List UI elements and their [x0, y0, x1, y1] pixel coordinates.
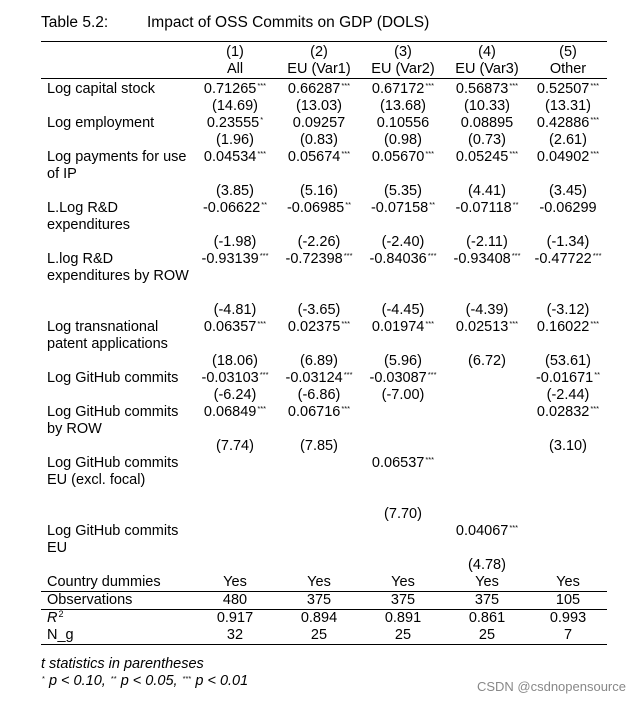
top-rule — [41, 41, 607, 42]
coefficient-cell: 0.42886*** — [536, 115, 600, 131]
significance-stars: *** — [341, 149, 351, 158]
significance-stars: *** — [425, 455, 435, 464]
summary-cell: 25 — [445, 627, 529, 645]
summary-cell: 0.891 — [384, 610, 422, 626]
row-label-blank — [41, 387, 193, 404]
summary-cell: Yes — [529, 574, 607, 592]
tstat-cell: (-2.11) — [466, 234, 508, 250]
tstat-cell: (-6.86) — [297, 387, 341, 403]
significance-stars: *** — [341, 319, 351, 328]
coefficient-cell: 0.01974*** — [371, 319, 435, 335]
tstat-cell: (-7.00) — [381, 387, 425, 403]
coefficient-cell: -0.84036*** — [369, 251, 437, 267]
summary-cell: 480 — [193, 592, 277, 610]
coefficient-row — [41, 149, 607, 183]
significance-stars: *** — [257, 149, 267, 158]
column-name: EU (Var3) — [455, 61, 519, 77]
coefficient-cell — [445, 455, 529, 506]
summary-cell: 7 — [529, 627, 607, 645]
row-label-blank — [41, 506, 193, 523]
significance-stars: *** — [425, 81, 435, 90]
coefficient-cell — [277, 523, 361, 557]
significance-note — [41, 673, 248, 690]
tstat-cell: (6.89) — [300, 353, 338, 369]
significance-stars: *** — [425, 149, 435, 158]
tstat-cell: (7.74) — [216, 438, 254, 454]
significance-stars: ** — [512, 200, 519, 209]
significance-stars: *** — [343, 251, 353, 260]
tstat-cell — [193, 506, 277, 523]
row-label: Log transnational patent applications — [47, 319, 168, 352]
note-stars: *** — [182, 674, 192, 683]
tstat-cell: (10.33) — [464, 98, 510, 114]
coefficient-cell: 0.02513*** — [455, 319, 519, 335]
table-header — [41, 44, 607, 79]
summary-row — [41, 627, 607, 645]
tstat-row — [41, 183, 607, 200]
tstat-row — [41, 438, 607, 455]
coefficient-cell: -0.03103*** — [201, 370, 269, 386]
header-names-row — [41, 61, 607, 79]
significance-stars: *** — [590, 115, 600, 124]
summary-cell: 32 — [193, 627, 277, 645]
summary-cell: 0.894 — [300, 610, 338, 626]
tstat-cell: (-3.65) — [297, 302, 341, 318]
coefficient-cell: -0.93139*** — [201, 251, 269, 267]
coefficient-cell: -0.07118** — [455, 200, 519, 216]
tstat-cell: (53.61) — [545, 353, 591, 369]
coefficient-row — [41, 251, 607, 302]
summary-row — [41, 592, 607, 610]
tstat-cell: (-1.98) — [213, 234, 257, 250]
note-text — [121, 673, 178, 689]
coefficient-row — [41, 200, 607, 234]
coefficient-cell — [193, 523, 277, 557]
significance-stars: *** — [257, 404, 267, 413]
tstat-cell: (-4.45) — [381, 302, 425, 318]
row-label: Log employment — [47, 115, 155, 131]
coefficient-row — [41, 523, 607, 557]
table-number: Table 5.2: — [41, 14, 109, 31]
significance-stars: *** — [511, 251, 521, 260]
coefficient-cell: 0.04534*** — [203, 149, 267, 165]
significance-stars: ** — [594, 370, 601, 379]
coefficient-cell: 0.04067*** — [455, 523, 519, 539]
coefficient-row — [41, 455, 607, 506]
regression-table — [41, 44, 607, 645]
significance-stars: *** — [259, 251, 269, 260]
column-number: (2) — [310, 44, 328, 60]
coefficient-row — [41, 115, 607, 132]
tstat-cell — [529, 506, 607, 523]
row-label-blank — [41, 234, 193, 251]
tstat-cell: (13.03) — [296, 98, 342, 114]
column-name: EU (Var2) — [371, 61, 435, 77]
significance-stars: *** — [592, 251, 602, 260]
column-name: EU (Var1) — [287, 61, 351, 77]
coefficient-cell: 0.08895 — [460, 115, 514, 131]
tstat-cell — [445, 387, 529, 404]
summary-cell: 375 — [277, 592, 361, 610]
significance-stars: *** — [509, 149, 519, 158]
column-number: (1) — [226, 44, 244, 60]
coefficient-row — [41, 404, 607, 438]
summary-label-text: N_g — [47, 627, 74, 643]
coefficient-row — [41, 319, 607, 353]
tstat-cell — [277, 506, 361, 523]
coefficient-cell: 0.52507*** — [529, 79, 607, 99]
coefficient-cell: 0.02832*** — [536, 404, 600, 420]
summary-label-text: R — [47, 610, 58, 626]
significance-stars: *** — [590, 149, 600, 158]
significance-stars: ** — [429, 200, 436, 209]
tstat-cell: (-1.34) — [546, 234, 590, 250]
coefficient-cell — [361, 404, 445, 438]
coefficient-cell — [277, 455, 361, 506]
row-label-blank — [41, 353, 193, 370]
tstat-cell: (5.35) — [384, 183, 422, 199]
tstat-cell — [529, 557, 607, 574]
summary-label-text: Country dummies — [47, 574, 161, 590]
tstat-cell: (3.10) — [549, 438, 587, 454]
tstat-cell: (0.73) — [468, 132, 506, 148]
tstat-cell: (13.68) — [380, 98, 426, 114]
tstat-cell: (-6.24) — [213, 387, 257, 403]
header-numbers-row — [41, 44, 607, 61]
summary-cell: 0.861 — [468, 610, 506, 626]
significance-stars: *** — [341, 81, 351, 90]
tstat-cell: (14.69) — [212, 98, 258, 114]
summary-cell: 375 — [445, 592, 529, 610]
significance-stars: *** — [590, 319, 600, 328]
coefficient-cell: -0.06299 — [539, 200, 597, 216]
column-name: Other — [549, 61, 587, 77]
column-number: (3) — [394, 44, 412, 60]
coefficient-cell — [445, 370, 529, 387]
summary-cell: Yes — [445, 574, 529, 592]
tstat-cell: (7.85) — [300, 438, 338, 454]
tstat-cell: (-4.81) — [213, 302, 257, 318]
coefficient-cell: 0.56873*** — [445, 79, 529, 99]
coefficient-cell — [193, 455, 277, 506]
row-label: Log payments for use of IP — [47, 149, 187, 182]
summary-cell: Yes — [361, 574, 445, 592]
tstat-cell — [193, 557, 277, 574]
summary-cell: 0.993 — [549, 610, 587, 626]
tstat-cell: (3.85) — [216, 183, 254, 199]
significance-stars: * — [260, 115, 264, 124]
summary-cell: Yes — [277, 574, 361, 592]
tstat-cell: (6.72) — [468, 353, 506, 369]
row-label-blank — [41, 183, 193, 200]
coefficient-cell: -0.07158** — [370, 200, 436, 216]
summary-cell: 375 — [361, 592, 445, 610]
watermark: CSDN @csdnopensource — [476, 679, 626, 694]
coefficient-cell: 0.71265*** — [193, 79, 277, 99]
row-label-blank — [41, 302, 193, 319]
row-label: Log GitHub commits EU — [47, 523, 179, 556]
coefficient-cell — [445, 404, 529, 438]
coefficient-cell: 0.05674*** — [287, 149, 351, 165]
coefficient-cell: -0.06985** — [286, 200, 352, 216]
coefficient-cell: -0.03087*** — [369, 370, 437, 386]
significance-stars: *** — [509, 523, 519, 532]
tstat-cell: (-2.40) — [381, 234, 425, 250]
summary-label-text: Observations — [47, 592, 133, 608]
summary-cell: 0.917 — [216, 610, 254, 626]
significance-stars: *** — [425, 319, 435, 328]
header-blank — [41, 44, 193, 61]
tstat-cell: (-4.39) — [465, 302, 509, 318]
column-number: (5) — [559, 44, 577, 60]
significance-stars: *** — [341, 404, 351, 413]
tstat-cell: (4.41) — [468, 183, 506, 199]
coefficient-cell: 0.67172*** — [361, 79, 445, 99]
summary-cell: 105 — [529, 592, 607, 610]
coefficient-cell — [529, 523, 607, 557]
summary-label — [41, 627, 193, 645]
tstat-row — [41, 557, 607, 574]
coefficient-cell: 0.09257 — [292, 115, 346, 131]
row-label-blank — [41, 438, 193, 455]
tstat-cell: (4.78) — [468, 557, 506, 573]
note-stars: * — [42, 674, 45, 683]
summary-row — [41, 610, 607, 628]
significance-stars: *** — [509, 81, 519, 90]
column-name: All — [226, 61, 244, 77]
summary-row — [41, 574, 607, 592]
coefficient-cell: 0.66287*** — [277, 79, 361, 99]
tstat-cell: (2.61) — [549, 132, 587, 148]
row-label: L.Log R&D expenditures — [47, 200, 131, 233]
note-text-value: p < 0.05, — [120, 673, 178, 689]
tstat-note: t statistics in parentheses — [41, 656, 204, 672]
coefficient-cell: 0.10556 — [376, 115, 430, 131]
header-blank — [41, 61, 193, 79]
tstat-row — [41, 234, 607, 251]
significance-stars: *** — [259, 370, 269, 379]
significance-stars: *** — [427, 370, 437, 379]
significance-stars: *** — [427, 251, 437, 260]
tstat-cell: (0.98) — [384, 132, 422, 148]
coefficient-cell: 0.02375*** — [287, 319, 351, 335]
label-superscript: 2 — [58, 609, 64, 619]
summary-cell: 25 — [277, 627, 361, 645]
coefficient-cell: -0.93408*** — [453, 251, 521, 267]
significance-stars: ** — [261, 200, 268, 209]
table-notes — [41, 656, 248, 690]
significance-stars: *** — [343, 370, 353, 379]
coefficient-row — [41, 79, 607, 99]
row-label: Log GitHub commits by ROW — [47, 404, 179, 437]
significance-stars: *** — [509, 319, 519, 328]
coefficient-cell: -0.03124*** — [285, 370, 353, 386]
tstat-cell: (13.31) — [545, 98, 591, 114]
coefficient-cell: 0.06849*** — [203, 404, 267, 420]
significance-stars: *** — [257, 319, 267, 328]
summary-cell: 25 — [361, 627, 445, 645]
tstat-cell: (0.83) — [300, 132, 338, 148]
coefficient-cell: 0.16022*** — [536, 319, 600, 335]
significance-stars: ** — [345, 200, 352, 209]
tstat-row — [41, 302, 607, 319]
summary-label — [41, 592, 193, 610]
note-stars: ** — [110, 674, 117, 683]
row-label: Log GitHub commits EU (excl. focal) — [47, 455, 179, 488]
table-title: Impact of OSS Commits on GDP (DOLS) — [147, 14, 430, 31]
summary-label — [41, 574, 193, 592]
coefficient-cell — [529, 455, 607, 506]
tstat-cell — [445, 438, 529, 455]
tstat-cell: (-2.44) — [546, 387, 590, 403]
summary-label — [41, 610, 193, 628]
tstat-row — [41, 506, 607, 523]
coefficient-cell: 0.06716*** — [287, 404, 351, 420]
coefficient-cell: -0.72398*** — [285, 251, 353, 267]
tstat-row — [41, 387, 607, 404]
coefficient-cell: 0.23555* — [206, 115, 264, 131]
row-label-blank — [41, 557, 193, 574]
coefficient-cell — [361, 523, 445, 557]
coefficient-cell: 0.05670*** — [371, 149, 435, 165]
coefficient-cell: 0.04902*** — [536, 149, 600, 165]
tstat-cell: (18.06) — [212, 353, 258, 369]
tstat-cell: (3.45) — [549, 183, 587, 199]
tstat-cell — [445, 506, 529, 523]
note-text — [195, 673, 248, 689]
table-body — [41, 79, 607, 645]
tstat-cell: (5.16) — [300, 183, 338, 199]
row-label: Log capital stock — [41, 79, 193, 116]
row-label: L.log R&D expenditures by ROW — [47, 251, 189, 284]
significance-stars: *** — [257, 81, 267, 90]
table-caption — [41, 14, 429, 32]
coefficient-cell: -0.06622** — [202, 200, 268, 216]
coefficient-cell: -0.01671** — [535, 370, 601, 386]
coefficient-cell: 0.06537*** — [371, 455, 435, 471]
tstat-cell: (1.96) — [216, 132, 254, 148]
tstat-cell — [361, 557, 445, 574]
tstat-cell — [277, 557, 361, 574]
coefficient-cell: 0.06357*** — [203, 319, 267, 335]
tstat-row — [41, 353, 607, 370]
tstat-cell: (-3.12) — [546, 302, 590, 318]
coefficient-row — [41, 370, 607, 387]
row-label: Log GitHub commits — [47, 370, 179, 386]
tstat-cell: (-2.26) — [297, 234, 341, 250]
significance-stars: *** — [590, 81, 600, 90]
coefficient-cell: 0.05245*** — [455, 149, 519, 165]
tstat-cell: (5.96) — [384, 353, 422, 369]
column-number: (4) — [478, 44, 496, 60]
note-text-value: p < 0.10, — [48, 673, 106, 689]
coefficient-cell: -0.47722*** — [534, 251, 602, 267]
tstat-cell — [361, 438, 445, 455]
tstat-cell: (7.70) — [384, 506, 422, 522]
note-text — [49, 673, 106, 689]
note-text-value: p < 0.01 — [195, 673, 249, 689]
significance-stars: *** — [590, 404, 600, 413]
summary-cell: Yes — [193, 574, 277, 592]
